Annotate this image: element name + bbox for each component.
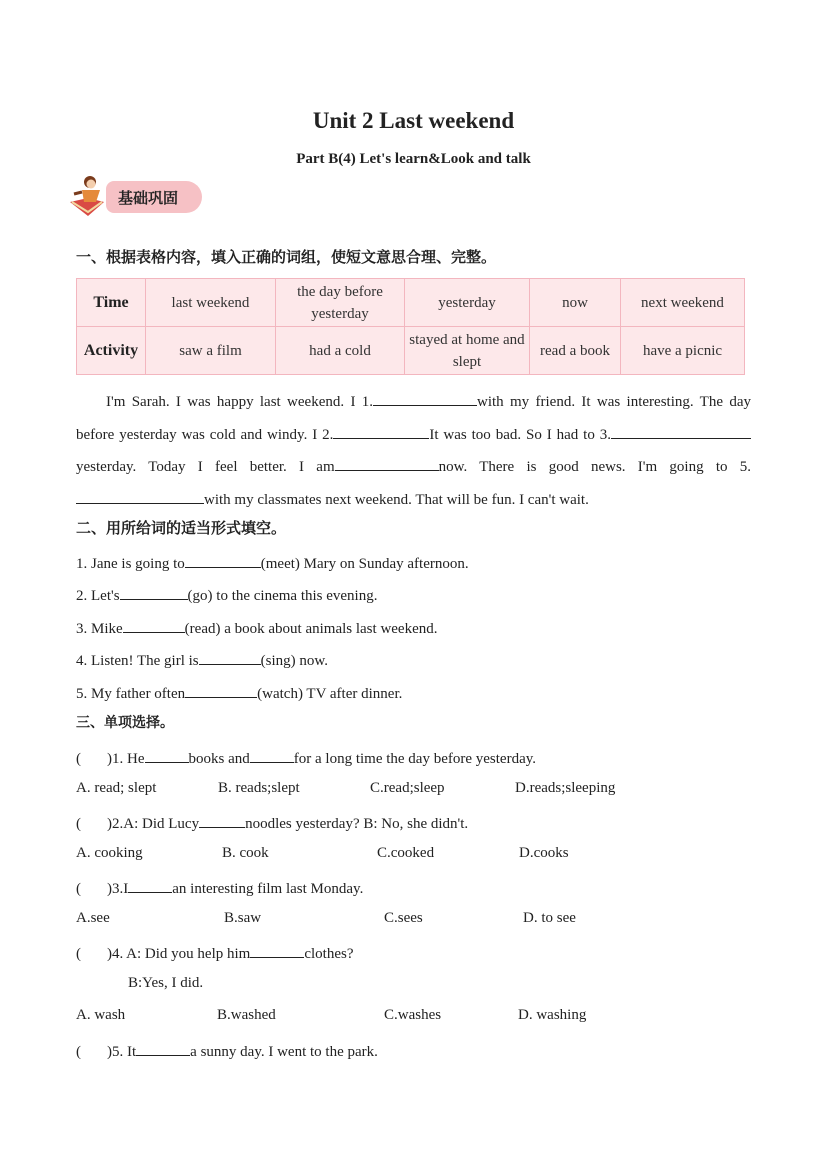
table-row: [77, 279, 745, 327]
document-title: Unit 2 Last weekend: [312, 108, 515, 133]
option[interactable]: B.saw: [224, 910, 262, 926]
option[interactable]: B. cook: [222, 845, 269, 861]
paren: (: [76, 816, 81, 832]
blank-2[interactable]: [333, 423, 429, 439]
table-cell: the day before yesterday: [276, 279, 405, 327]
question-3: [76, 877, 363, 898]
table-cell: had a cold: [276, 327, 405, 375]
option[interactable]: C.washes: [384, 1007, 442, 1023]
option[interactable]: A.see: [76, 910, 110, 926]
section-badge: [66, 172, 206, 218]
answer-blank[interactable]: [128, 877, 172, 893]
paren: (: [76, 946, 81, 962]
answer-blank[interactable]: [123, 617, 185, 633]
item-text: (meet) Mary on Sunday afternoon.: [260, 556, 469, 572]
question-4-answer: B:Yes, I did.: [128, 975, 204, 991]
table-cell: now: [530, 279, 621, 327]
answer-blank[interactable]: [250, 747, 294, 763]
question-text: )4. A: Did you help him: [107, 946, 251, 962]
question-text: )3.I: [107, 881, 129, 897]
paren: (: [76, 1044, 81, 1060]
question-text: noodles yesterday? B: No, she didn't.: [245, 816, 469, 832]
option[interactable]: D. washing: [518, 1007, 587, 1023]
item-text: 5. My father often: [76, 686, 186, 702]
document-subtitle: Part B(4) Let's learn&Look and talk: [296, 151, 531, 167]
table-cell: read a book: [530, 327, 621, 375]
question-text: for a long time the day before yesterday.: [293, 751, 537, 767]
blank-4[interactable]: [335, 455, 439, 471]
option[interactable]: B.washed: [217, 1007, 276, 1023]
list-item: [76, 617, 438, 638]
question-text: )2.A: Did Lucy: [107, 816, 200, 832]
option[interactable]: B. reads;slept: [218, 780, 300, 796]
passage-text: I'm Sarah. I was happy last weekend. I 1.: [106, 394, 374, 410]
table-cell: saw a film: [146, 327, 276, 375]
passage-text: with my friend. It was interesting. The day before yesterday was cold and windy. I 2.: [76, 394, 751, 443]
blank-5[interactable]: [76, 488, 204, 504]
question-1: [76, 747, 536, 768]
table-cell: Time: [77, 279, 146, 327]
paren: (: [76, 751, 81, 767]
list-item: [76, 682, 402, 703]
question-text: )1. He: [107, 751, 145, 767]
passage-text: now. There is good news. I'm going to 5.: [438, 459, 752, 475]
answer-blank[interactable]: [199, 812, 245, 828]
section2-heading: 二、用所给词的适当形式填空。: [76, 519, 287, 537]
question-text: a sunny day. I went to the park.: [190, 1044, 378, 1060]
list-item: [76, 552, 469, 573]
blank-3[interactable]: [611, 423, 751, 439]
list-item: [76, 649, 328, 670]
item-text: 2. Let's: [76, 588, 120, 604]
answer-blank[interactable]: [185, 552, 261, 568]
item-text: 1. Jane is going to: [76, 556, 185, 572]
table-cell: next weekend: [621, 279, 745, 327]
option[interactable]: A. wash: [76, 1007, 126, 1023]
table-cell: Activity: [77, 327, 146, 375]
answer-blank[interactable]: [185, 682, 257, 698]
answer-blank[interactable]: [199, 649, 261, 665]
answer-blank[interactable]: [145, 747, 189, 763]
passage-text: with my classmates next weekend. That will be fun. I can't wait.: [204, 491, 589, 508]
question-text: clothes?: [304, 946, 354, 962]
question-4: [76, 942, 353, 963]
passage-text: It was too bad. So I had to 3.: [429, 426, 611, 443]
option[interactable]: A. cooking: [76, 845, 143, 861]
answer-blank[interactable]: [250, 942, 304, 958]
item-text: (watch) TV after dinner.: [257, 686, 403, 702]
paren: (: [76, 881, 81, 897]
item-text: 4. Listen! The girl is: [76, 653, 199, 669]
table-cell: yesterday: [405, 279, 530, 327]
answer-blank[interactable]: [120, 584, 188, 600]
blank-1[interactable]: [373, 390, 477, 406]
table-row: [77, 327, 745, 375]
passage: [76, 386, 751, 516]
table-cell: last weekend: [146, 279, 276, 327]
option[interactable]: D. to see: [523, 910, 576, 926]
item-text: (go) to the cinema this evening.: [187, 588, 378, 604]
question-text: an interesting film last Monday.: [172, 881, 364, 897]
passage-text: yesterday. Today I feel better. I am: [76, 459, 335, 475]
question-text: books and: [188, 751, 250, 767]
item-text: (read) a book about animals last weekend.: [184, 621, 438, 637]
answer-blank[interactable]: [136, 1040, 190, 1056]
option[interactable]: C.read;sleep: [370, 780, 445, 796]
activity-table: [76, 278, 745, 375]
option[interactable]: D.cooks: [519, 845, 569, 861]
table-cell: stayed at home and slept: [405, 327, 530, 375]
option[interactable]: C.cooked: [377, 845, 435, 861]
section1-heading: 一、根据表格内容，填入正确的词组，使短文意思合理、完整。: [76, 248, 497, 266]
item-text: (sing) now.: [260, 653, 328, 669]
list-item: [76, 584, 377, 605]
badge-label: 基础巩固: [118, 189, 179, 207]
option[interactable]: A. read; slept: [76, 780, 157, 796]
option[interactable]: C.sees: [384, 910, 423, 926]
option[interactable]: D.reads;sleeping: [515, 780, 616, 796]
section3-heading: 三、单项选择。: [76, 715, 174, 731]
table-cell: have a picnic: [621, 327, 745, 375]
question-text: )5. It: [107, 1044, 137, 1060]
question-5: [76, 1040, 378, 1061]
item-text: 3. Mike: [76, 621, 123, 637]
question-2: [76, 812, 468, 833]
